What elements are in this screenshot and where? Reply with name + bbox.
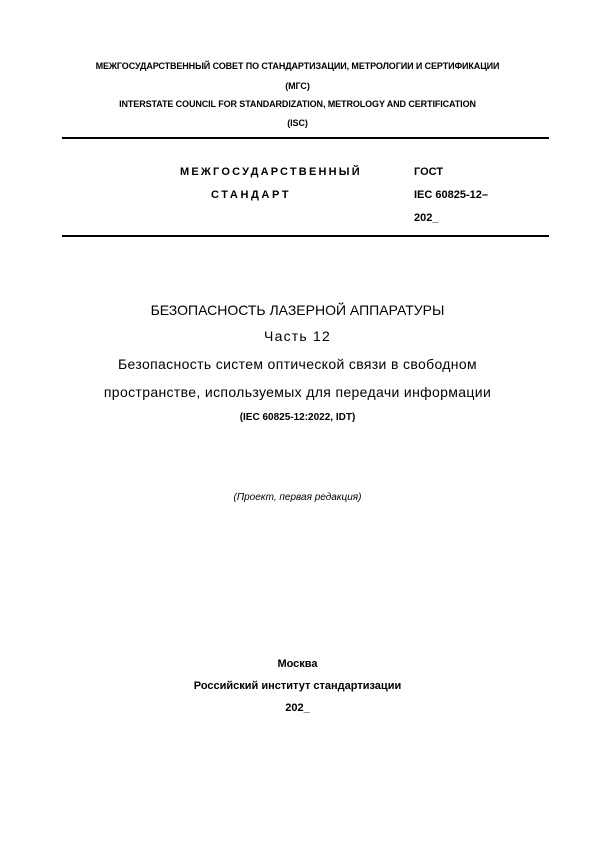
document-subtitle-line1: Безопасность систем оптической связи в свободном (117, 356, 478, 372)
footer-publisher: Российский институт стандартизации (193, 680, 402, 692)
standard-type-line2: СТАНДАРТ (211, 189, 292, 201)
council-name-en: INTERSTATE COUNCIL FOR STANDARDIZATION, METROLOGY AND CERTIFICATION (119, 99, 476, 109)
council-name-ru: МЕЖГОСУДАРСТВЕННЫЙ СОВЕТ ПО СТАНДАРТИЗАЦИИ, МЕТРОЛОГИИ И СЕРТИФИКАЦИИ (95, 61, 500, 71)
designation-divider (62, 235, 549, 237)
council-abbr-ru: (МГС) (285, 81, 310, 91)
standard-code-year: 202_ (414, 212, 439, 224)
draft-note: (Проект, первая редакция) (233, 492, 362, 503)
standard-type-line1: МЕЖГОСУДАРСТВЕННЫЙ (180, 166, 362, 178)
standard-code-number: IEC 60825-12– (414, 189, 488, 201)
document-part: Часть 12 (264, 328, 331, 344)
document-subtitle-line2: пространстве, используемых для передачи информации (103, 384, 492, 400)
header-divider (62, 137, 549, 139)
document-title: БЕЗОПАСНОСТЬ ЛАЗЕРНОЙ АППАРАТУРЫ (150, 302, 445, 318)
iec-reference: (IEC 60825-12:2022, IDT) (239, 412, 356, 423)
standard-code-gost: ГОСТ (414, 166, 444, 178)
council-abbr-en: (ISC) (287, 118, 308, 128)
footer-year: 202_ (285, 702, 310, 714)
footer-city: Москва (277, 658, 318, 670)
